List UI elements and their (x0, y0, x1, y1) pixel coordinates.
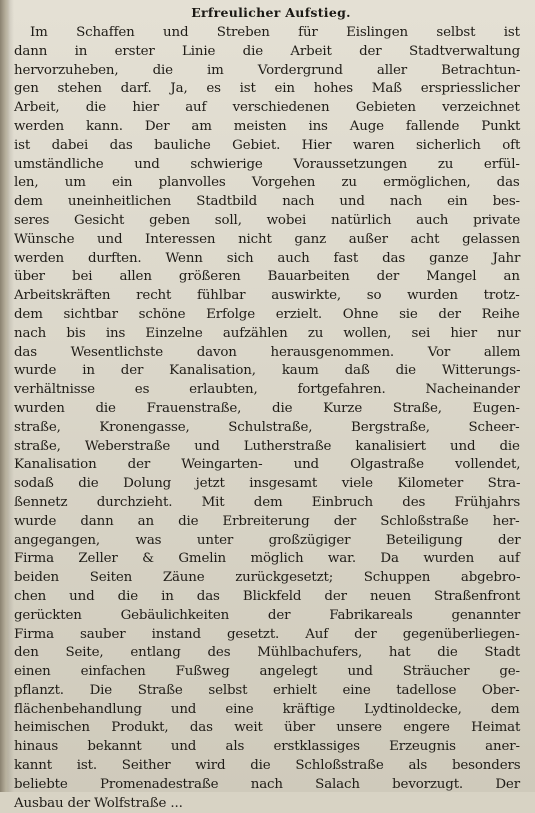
article-text-line: dem uneinheitlichen Stadtbild nach und nach ein bes- (14, 194, 520, 210)
article-text-line: über bei allen größeren Bauarbeiten der Mangel an (14, 269, 520, 285)
article-text-line: gerückten Gebäulichkeiten der Fabrikareals genannter (14, 607, 521, 623)
article-text-line: Firma Zeller & Gmelin möglich war. Da wurden auf (14, 551, 520, 567)
article-text-line: wurde dann an die Erbreiterung der Schloßstraße her- (14, 513, 520, 529)
article-text-line: beiden Seiten Zäune zurückgesetzt; Schuppen abgebro- (14, 570, 521, 586)
article-text-line: nach bis ins Einzelne aufzählen zu wollen, sei hier nur (14, 325, 521, 341)
article-text-line: Kanalisation der Weingarten- und Olgastraße vollendet, (14, 457, 521, 473)
article-text-line: straße, Kronengasse, Schulstraße, Bergstraße, Scheer- (14, 419, 520, 435)
article-text-line: flächenbehandlung und eine kräftige Lydtinoldecke, dem (14, 701, 520, 717)
article-text-line: werden kann. Der am meisten ins Auge fallende Punkt (14, 118, 521, 134)
article-text-line: gen stehen darf. Ja, es ist ein hohes Maß erspriesslicher (14, 81, 520, 97)
article-text-line: das Wesentlichste davon herausgenommen. Vor allem (14, 344, 521, 360)
article-text-line: einen einfachen Fußweg angelegt und Sträucher ge- (14, 664, 520, 680)
article-text-line: dann in erster Linie die Arbeit der Stadtverwaltung (14, 43, 521, 59)
article-title: Erfreulicher Aufstieg. (191, 5, 351, 20)
article-text-line: seres Gesicht geben soll, wobei natürlich auch private (14, 212, 521, 228)
article-text-line: ist dabei das bauliche Gebiet. Hier waren sicherlich oft (14, 137, 521, 153)
page-binding-edge (0, 0, 10, 792)
article-text-line: Arbeitskräften recht fühlbar auswirkte, so wurden trotz- (14, 288, 520, 304)
article (14, 4, 528, 813)
article-text-line: verhältnisse es erlaubten, fortgefahren. Nacheinander (14, 382, 520, 398)
article-text-line: sodaß die Dolung jetzt insgesamt viele Kilometer Stra- (14, 476, 521, 492)
article-text-line: kannt ist. Seither wird die Schloßstraße als besonders (14, 758, 521, 774)
article-text-line: wurde in der Kanalisation, kaum daß die Witterungs- (14, 363, 521, 379)
article-text-line: hinaus bekannt und als erstklassiges Erzeugnis aner- (14, 739, 520, 755)
article-text-line: wurden die Frauenstraße, die Kurze Straße, Eugen- (14, 400, 520, 416)
article-text-line: den Seite, entlang des Mühlbachufers, hat die Stadt (14, 645, 521, 661)
article-text-line: chen und die in das Blickfeld der neuen Straßenfront (14, 588, 521, 604)
article-text-line: len, um ein planvolles Vorgehen zu ermöglichen, das (14, 175, 520, 191)
article-text-line: ßennetz durchzieht. Mit dem Einbruch des Frühjahrs (14, 494, 521, 510)
article-body (14, 24, 528, 813)
article-text-line: Wünsche und Interessen nicht ganz außer acht gelassen (14, 231, 520, 247)
article-text-line: dem sichtbar schöne Erfolge erzielt. Ohne sie der Reihe (14, 306, 520, 322)
article-text-line: Im Schaffen und Streben für Eislingen selbst ist (30, 25, 520, 40)
article-text-line: pflanzt. Die Straße selbst erhielt eine tadellose Ober- (14, 682, 520, 698)
article-text-line: heimischen Produkt, das weit über unsere engere Heimat (14, 720, 521, 736)
article-text-line: straße, Weberstraße und Lutherstraße kanalisiert und die (14, 438, 520, 454)
article-text-line: umständliche und schwierige Voraussetzungen zu erfül- (14, 156, 520, 172)
article-text-line: beliebte Promenadestraße nach Salach bevorzugt. Der (14, 776, 520, 792)
article-text-line: Arbeit, die hier auf verschiedenen Gebieten verzeichnet (14, 100, 520, 116)
article-text-line: angegangen, was unter großzügiger Beteiligung der (14, 532, 521, 548)
article-text-line: werden durften. Wenn sich auch fast das ganze Jahr (14, 250, 521, 266)
article-text-line: hervorzuheben, die im Vordergrund aller Betrachtun- (14, 62, 521, 78)
article-text-line: Firma sauber instand gesetzt. Auf der gegenüberliegen- (14, 626, 520, 642)
article-text-line: Ausbau der Wolfstraße ... (14, 795, 183, 811)
